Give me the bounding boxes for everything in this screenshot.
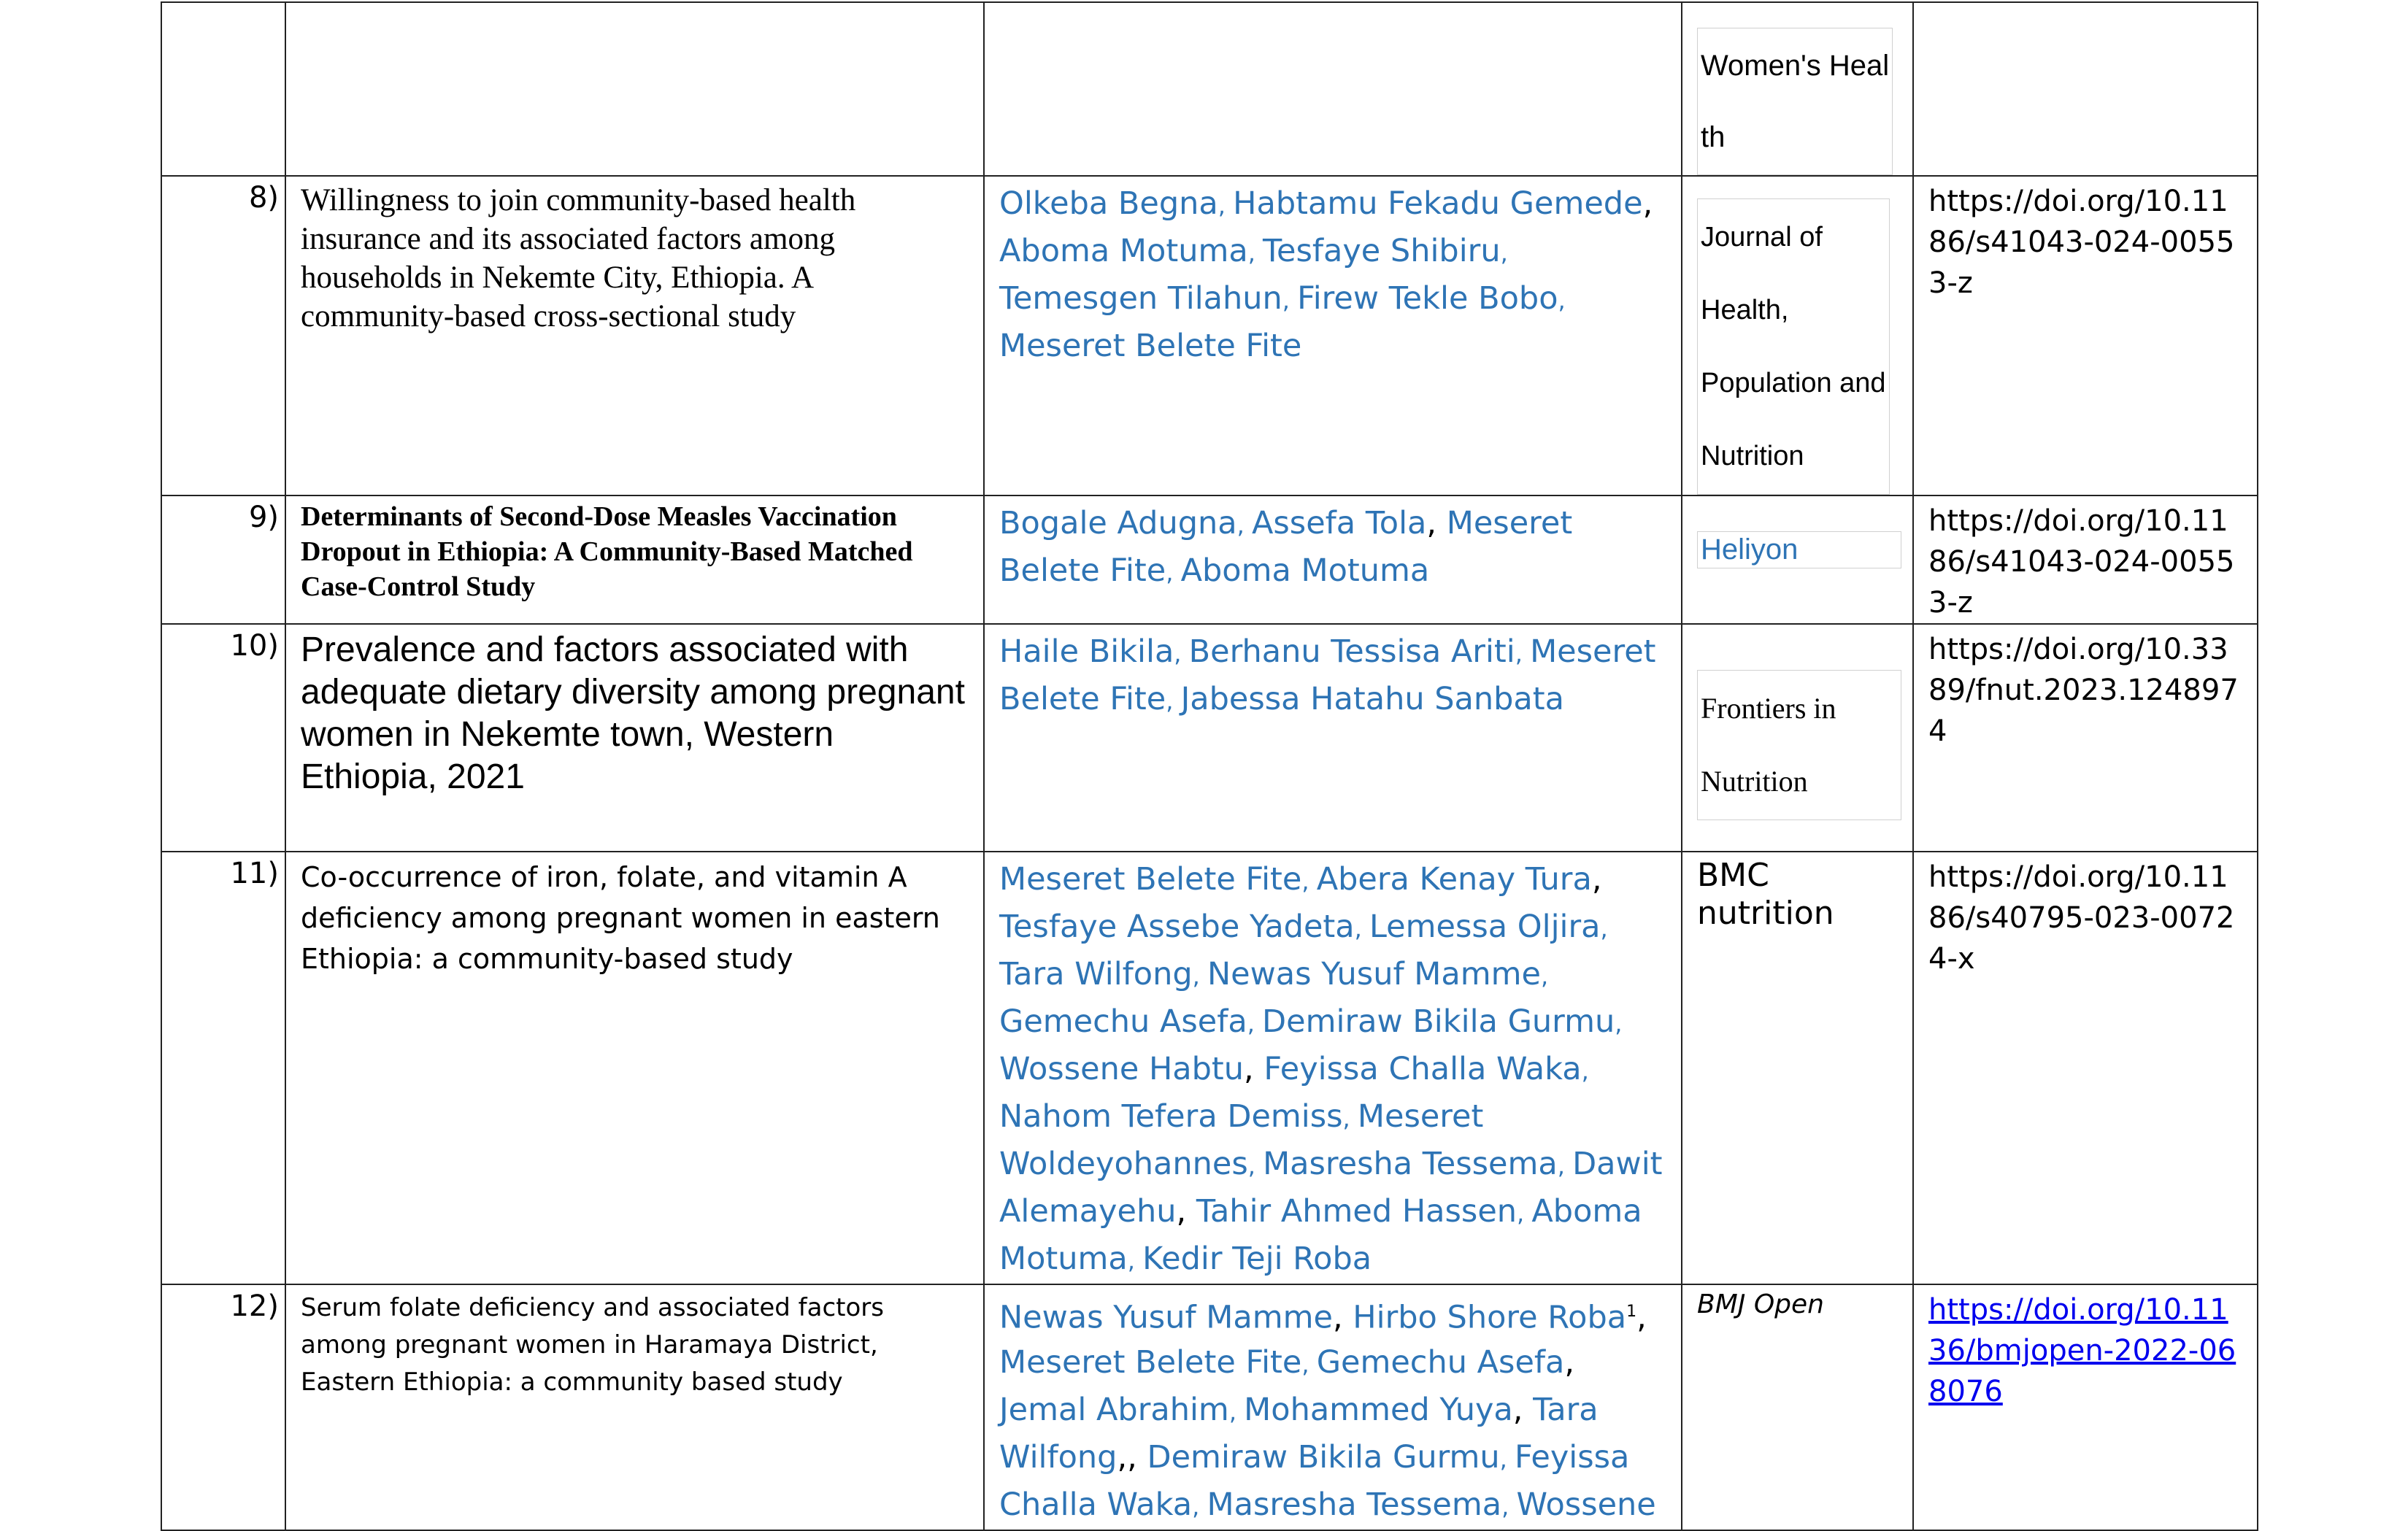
author-name[interactable]: Berhanu Tessisa Ariti bbox=[1188, 633, 1515, 670]
authors-cell bbox=[984, 624, 1682, 852]
table-row bbox=[161, 624, 2258, 852]
author-name[interactable]: Habtamu Fekadu Gemede bbox=[1233, 185, 1643, 222]
publications-table bbox=[161, 1, 2258, 1531]
author-name[interactable]: Demiraw Bikila Gurmu bbox=[1262, 1003, 1615, 1040]
author-name[interactable]: Assefa Tola bbox=[1251, 505, 1427, 541]
author-name[interactable]: Meseret Woldeyohannes bbox=[999, 1098, 1484, 1182]
author-name[interactable]: Jemal Abrahim bbox=[999, 1392, 1229, 1429]
doi-text: https://doi.org/10.1186/s41043-024-00553-z bbox=[1928, 504, 2235, 620]
author-name[interactable]: Nahom Tefera Demiss bbox=[999, 1098, 1343, 1135]
author-name[interactable]: Masresha Tessema bbox=[1263, 1146, 1558, 1182]
author-name[interactable]: Tesfaye Assebe Yadeta bbox=[999, 909, 1355, 945]
publication-title: Prevalence and factors associated with adequate dietary diversity among pregnant women in Nekemte town, Western Ethiopia, 2021 bbox=[301, 630, 965, 796]
author-name[interactable]: Kedir Teji Roba bbox=[1142, 1241, 1372, 1277]
journal-name: Frontiers in Nutrition bbox=[1697, 670, 1901, 820]
author-name[interactable]: Feyissa Challa Waka bbox=[1263, 1051, 1582, 1087]
authors-cell bbox=[984, 1284, 1682, 1530]
journal-cell bbox=[1682, 495, 1913, 624]
author-name[interactable]: Meseret Belete Fite bbox=[999, 861, 1302, 898]
journal-cell bbox=[1682, 2, 1913, 176]
journal-cell bbox=[1682, 852, 1913, 1284]
title-cell bbox=[285, 1284, 984, 1530]
journal-cell bbox=[1682, 1284, 1913, 1530]
author-name[interactable]: Newas Yusuf Mamme bbox=[1207, 956, 1541, 992]
author-list: Newas Yusuf Mamme, Hirbo Shore Roba$^1$, Meseret Belete Fite, Gemechu Asefa, Jemal Abrahim, Mohammed Yuya, Tara Wilfong,, Demiraw Bikila Gurmu, Feyissa Challa Waka, Masresha Tessema, Wossene bbox=[999, 1299, 1656, 1524]
author-name[interactable]: Meseret Belete Fite bbox=[999, 328, 1302, 364]
row-number: 10) bbox=[161, 624, 285, 852]
author-name[interactable]: Temesgen Tilahun bbox=[999, 280, 1282, 317]
author-name[interactable]: Meseret Belete Fite bbox=[999, 505, 1573, 589]
doi-cell bbox=[1913, 2, 2258, 176]
table-row bbox=[161, 852, 2258, 1284]
publication-title: Serum folate deficiency and associated factors among pregnant women in Haramaya District, Eastern Ethiopia: a community based study bbox=[301, 1293, 884, 1397]
author-name[interactable]: Feyissa Challa Waka bbox=[999, 1439, 1630, 1524]
author-name[interactable]: Meseret Belete Fite bbox=[999, 633, 1656, 717]
doi-text: https://doi.org/10.1186/s40795-023-00724-x bbox=[1928, 860, 2235, 976]
author-name[interactable]: Tesfaye Shibiru bbox=[1263, 233, 1501, 269]
author-name[interactable]: Wossene bbox=[1516, 1486, 1656, 1524]
doi-link[interactable]: https://doi.org/10.1136/bmjopen-2022-068076 bbox=[1928, 1293, 2236, 1408]
row-number: 8) bbox=[161, 176, 285, 495]
author-name[interactable]: Tahir Ahmed Hassen bbox=[1196, 1193, 1517, 1230]
author-name[interactable]: Wossene Habtu bbox=[999, 1051, 1245, 1087]
author-name[interactable]: Tara Wilfong bbox=[999, 956, 1193, 992]
journal-name: BMJ Open bbox=[1697, 1289, 1824, 1319]
doi-cell bbox=[1913, 624, 2258, 852]
doi-cell bbox=[1913, 1284, 2258, 1530]
row-number bbox=[161, 2, 285, 176]
author-name[interactable]: Aboma Motuma bbox=[999, 1193, 1642, 1277]
publication-title: Co-occurrence of iron, folate, and vitamin A deficiency among pregnant women in eastern Ethiopia: a community-based study bbox=[301, 861, 940, 975]
author-name[interactable]: Gemechu Asefa bbox=[999, 1003, 1247, 1040]
author-name[interactable]: Haile Bikila bbox=[999, 633, 1174, 670]
table-row bbox=[161, 495, 2258, 624]
author-name[interactable]: Lemessa Oljira bbox=[1369, 909, 1601, 945]
authors-cell bbox=[984, 176, 1682, 495]
authors-cell bbox=[984, 2, 1682, 176]
table-row bbox=[161, 176, 2258, 495]
title-cell bbox=[285, 2, 984, 176]
author-name[interactable]: Masresha Tessema bbox=[1207, 1486, 1502, 1524]
table-row bbox=[161, 2, 2258, 176]
journal-cell bbox=[1682, 624, 1913, 852]
doi-text: https://doi.org/10.3389/fnut.2023.1248974 bbox=[1928, 633, 2239, 748]
title-cell bbox=[285, 495, 984, 624]
author-name[interactable]: Tara Wilfong bbox=[999, 1392, 1599, 1476]
title-cell bbox=[285, 624, 984, 852]
journal-name: BMC nutrition bbox=[1697, 857, 1834, 932]
publication-title: Willingness to join community-based health insurance and its associated factors among households in Nekemte City, Ethiopia. A community-based cross-sectional study bbox=[301, 183, 856, 333]
author-name[interactable]: Meseret Belete Fite bbox=[999, 1344, 1302, 1381]
publication-title: Determinants of Second-Dose Measles Vaccination Dropout in Ethiopia: A Community-Based Matched Case-Control Study bbox=[301, 501, 913, 602]
author-name[interactable]: Jabessa Hatahu Sanbata bbox=[1180, 681, 1564, 717]
author-name[interactable]: Abera Kenay Tura bbox=[1316, 861, 1592, 898]
author-name[interactable]: Olkeba Begna bbox=[999, 185, 1218, 222]
author-name[interactable]: Demiraw Bikila Gurmu bbox=[1147, 1439, 1500, 1476]
author-name[interactable]: Newas Yusuf Mamme bbox=[999, 1299, 1333, 1336]
author-name[interactable]: Dawit Alemayehu bbox=[999, 1146, 1663, 1230]
row-number: 9) bbox=[161, 495, 285, 624]
author-list: Haile Bikila, Berhanu Tessisa Ariti, Meseret Belete Fite, Jabessa Hatahu Sanbata bbox=[999, 633, 1656, 717]
doi-cell bbox=[1913, 852, 2258, 1284]
affiliation-superscript: 1 bbox=[1626, 1303, 1637, 1321]
author-name[interactable]: Aboma Motuma bbox=[1180, 552, 1430, 589]
author-list: Olkeba Begna, Habtamu Fekadu Gemede, Aboma Motuma, Tesfaye Shibiru, Temesgen Tilahun, Firew Tekle Bobo, Meseret Belete Fite bbox=[999, 185, 1653, 364]
doi-cell bbox=[1913, 176, 2258, 495]
journal-name: Heliyon bbox=[1697, 531, 1901, 568]
table-row bbox=[161, 1284, 2258, 1530]
title-cell bbox=[285, 852, 984, 1284]
journal-name: Women's Heal th bbox=[1697, 28, 1893, 175]
author-list: Bogale Adugna, Assefa Tola, Meseret Belete Fite, Aboma Motuma bbox=[999, 505, 1573, 589]
authors-cell bbox=[984, 495, 1682, 624]
author-name[interactable]: Bogale Adugna bbox=[999, 505, 1237, 541]
author-name[interactable]: Gemechu Asefa bbox=[1316, 1344, 1565, 1381]
doi-cell bbox=[1913, 495, 2258, 624]
author-name[interactable]: Hirbo Shore Roba bbox=[1353, 1299, 1627, 1336]
journal-name: Journal of Health, Population and Nutrition bbox=[1697, 198, 1890, 495]
row-number: 11) bbox=[161, 852, 285, 1284]
author-list: Meseret Belete Fite, Abera Kenay Tura, Tesfaye Assebe Yadeta, Lemessa Oljira, Tara Wilfong, Newas Yusuf Mamme, Gemechu Asefa, Demiraw Bikila Gurmu, Wossene Habtu, Feyissa Challa Waka, Nahom Tefera Demiss, Meseret Woldeyohannes, Masresha Tessema, Dawit Alemayehu, Tahir Ahmed Hassen, Aboma Motuma, Kedir Teji Roba bbox=[999, 861, 1663, 1277]
author-name[interactable]: Firew Tekle Bobo bbox=[1297, 280, 1558, 317]
authors-cell bbox=[984, 852, 1682, 1284]
journal-cell bbox=[1682, 176, 1913, 495]
author-name[interactable]: Mohammed Yuya bbox=[1244, 1392, 1513, 1429]
author-name[interactable]: Aboma Motuma bbox=[999, 233, 1248, 269]
doi-text: https://doi.org/10.1186/s41043-024-00553-z bbox=[1928, 185, 2235, 300]
row-number: 12) bbox=[161, 1284, 285, 1530]
title-cell bbox=[285, 176, 984, 495]
